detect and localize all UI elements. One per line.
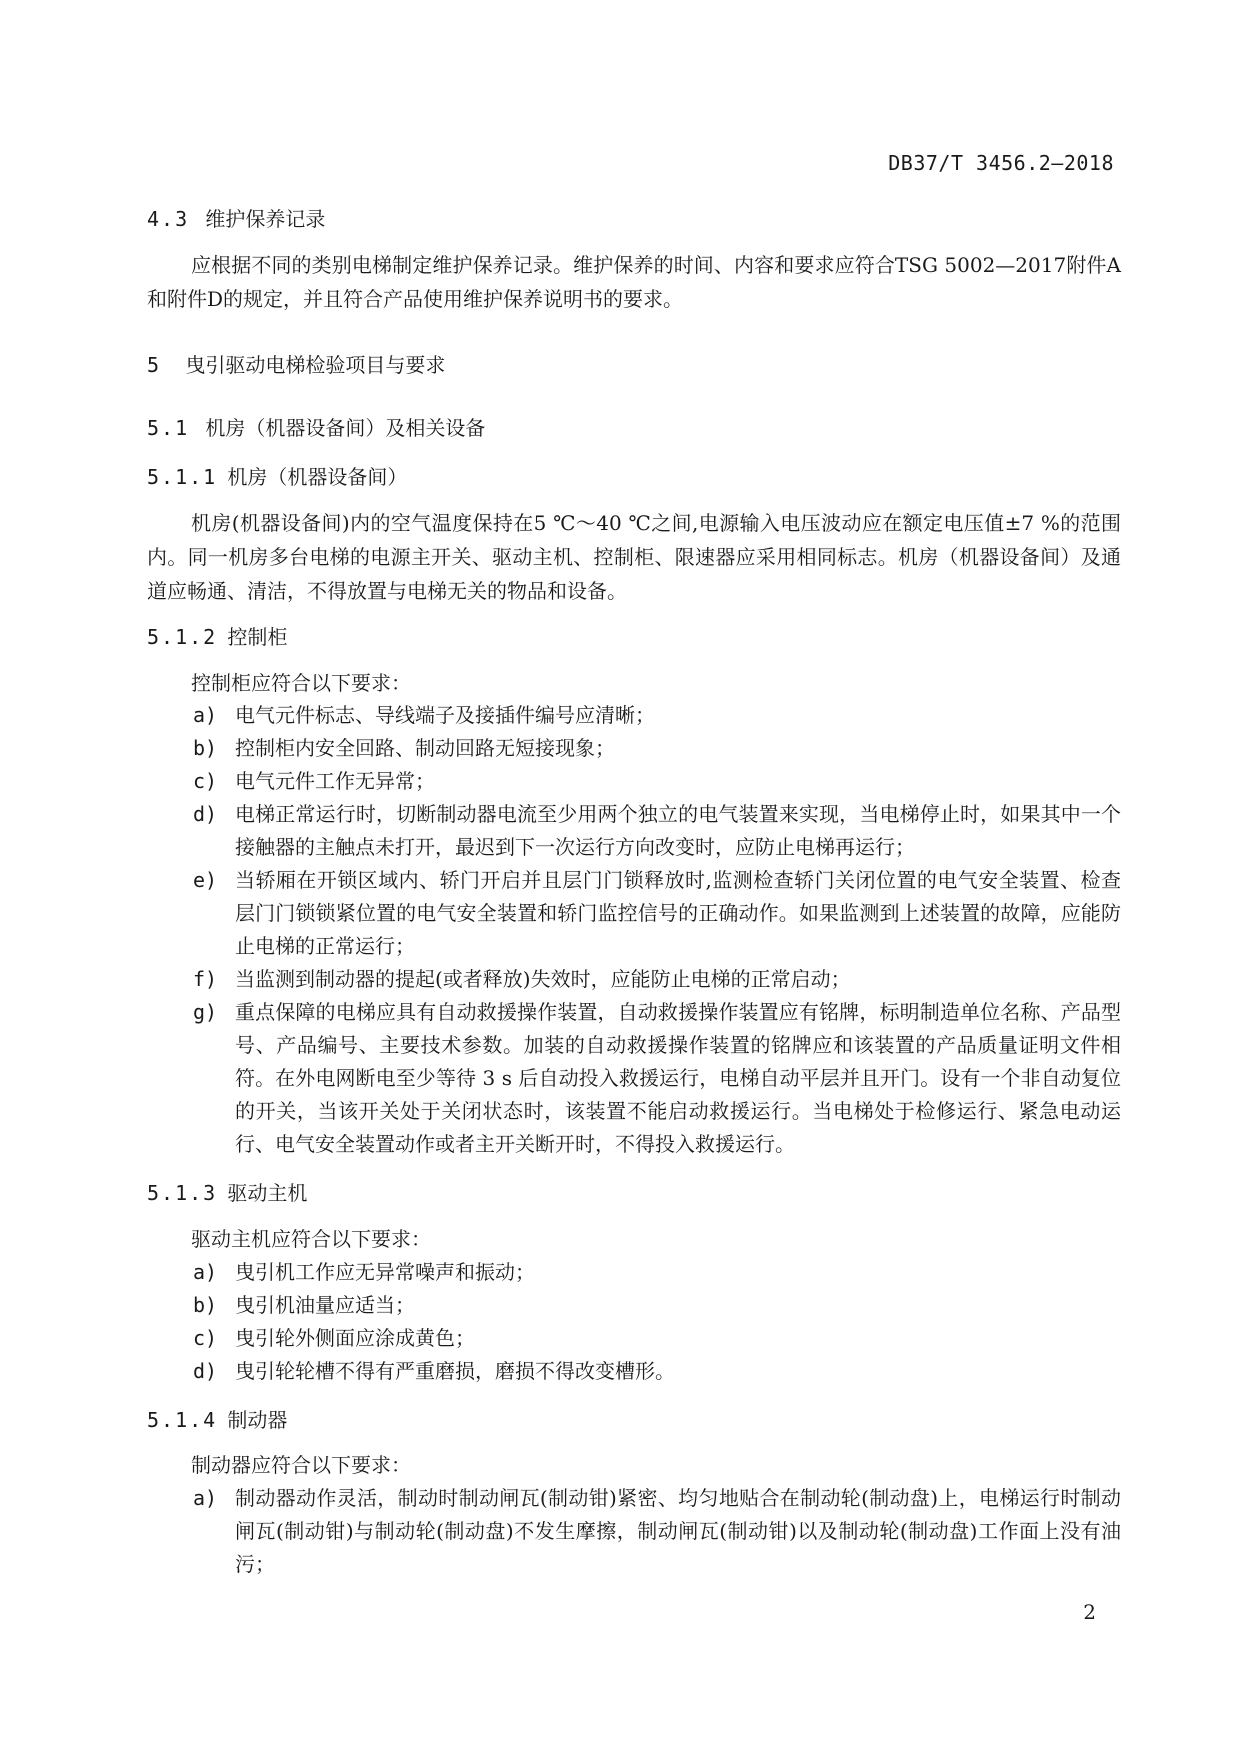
- item-text: 曳引轮外侧面应涂成黄色；: [235, 1326, 475, 1350]
- section-number: 5.1.1: [147, 465, 218, 489]
- section-title: 曳引驱动电梯检验项目与要求: [185, 353, 446, 377]
- list-item: [193, 732, 1121, 765]
- list-item: [193, 1355, 1121, 1388]
- section-number: 5.1.3: [147, 1181, 218, 1205]
- item-label: b): [193, 1293, 218, 1317]
- section-number: 5.1.2: [147, 625, 218, 649]
- section-heading-5: [147, 349, 445, 378]
- list-item: [193, 798, 1121, 864]
- item-label: f): [193, 967, 218, 991]
- section-number: 4.3: [147, 207, 190, 231]
- section-title: 制动器: [227, 1408, 288, 1432]
- item-text: 电梯正常运行时，切断制动器电流至少用两个独立的电气装置来实现，当电梯停止时，如果其中一个接触器的主触点未打开，最迟到下一次运行方向改变时，应防止电梯再运行；: [235, 802, 1121, 859]
- list-item: [193, 963, 1121, 996]
- item-label: a): [193, 1260, 218, 1284]
- document-code-header: DB37/T 3456.2—2018: [888, 151, 1114, 175]
- section-heading-5-1-2: [147, 621, 287, 650]
- item-text: 当轿厢在开锁区域内、轿门开启并且层门门锁释放时,监测检查轿门关闭位置的电气安全装置、检查层门门锁锁紧位置的电气安全装置和轿门监控信号的正确动作。如果监测到上述装置的故障，应能防止电梯的正常运行；: [235, 868, 1121, 958]
- section-title: 维护保养记录: [205, 207, 326, 231]
- section-title: 控制柜: [227, 625, 288, 649]
- item-text: 电气元件工作无异常；: [235, 769, 435, 793]
- section-5-1-2-intro: 控制柜应符合以下要求：: [191, 671, 411, 695]
- item-text: 重点保障的电梯应具有自动救援操作装置，自动救援操作装置应有铭牌，标明制造单位名称、产品型号、产品编号、主要技术参数。加装的自动救援操作装置的铭牌应和该装置的产品质量证明文件相符。在外电网断电至少等待 3 s 后自动投入救援运行，电梯自动平层并且开门。设有一个非自动复位的开关，当该开关处于关闭状态时，该装置不能启动救援运行。当电梯处于检修运行、紧急电动运行、电气安全装置动作或者主开关断开时，不得投入救援运行。: [235, 1000, 1121, 1156]
- paragraph: 机房(机器设备间)内的空气温度保持在5 ℃～40 ℃之间,电源输入电压波动应在额定电压值±7 %的范围内。同一机房多台电梯的电源主开关、驱动主机、控制柜、限速器应采用相同标志。机房（机器设备间）及通道应畅通、清洁，不得放置与电梯无关的物品和设备。: [147, 511, 1121, 603]
- item-label: g): [193, 1000, 218, 1024]
- item-label: c): [193, 1326, 218, 1350]
- item-label: a): [193, 1486, 218, 1510]
- section-number: 5: [147, 353, 162, 377]
- section-number: 5.1: [147, 416, 190, 440]
- paragraph: 应根据不同的类别电梯制定维护保养记录。维护保养的时间、内容和要求应符合TSG 5002—2017附件A和附件D的规定，并且符合产品使用维护保养说明书的要求。: [147, 253, 1121, 311]
- section-5-1-1-body: [147, 506, 1121, 608]
- list-item: [193, 1482, 1121, 1581]
- list-item: [193, 996, 1121, 1161]
- item-label: e): [193, 868, 218, 892]
- list-item: [193, 1289, 1121, 1322]
- section-title: 机房（机器设备间）: [227, 465, 408, 489]
- section-5-1-3-intro: 驱动主机应符合以下要求：: [191, 1227, 431, 1251]
- item-text: 曳引机工作应无异常噪声和振动；: [235, 1260, 535, 1284]
- item-text: 电气元件标志、导线端子及接插件编号应清晰；: [235, 703, 655, 727]
- list-item: [193, 1322, 1121, 1355]
- section-4-3-body: [147, 248, 1121, 316]
- list-item: [193, 765, 1121, 798]
- page-number: 2: [1083, 1600, 1096, 1624]
- section-title: 机房（机器设备间）及相关设备: [205, 416, 486, 440]
- section-number: 5.1.4: [147, 1408, 218, 1432]
- item-text: 制动器动作灵活，制动时制动闸瓦(制动钳)紧密、均匀地贴合在制动轮(制动盘)上，电梯运行时制动闸瓦(制动钳)与制动轮(制动盘)不发生摩擦，制动闸瓦(制动钳)以及制动轮(制动盘)工作面上没有油污；: [235, 1486, 1121, 1576]
- list-item: [193, 864, 1121, 963]
- item-label: a): [193, 703, 218, 727]
- item-text: 控制柜内安全回路、制动回路无短接现象；: [235, 736, 615, 760]
- list-item: [193, 699, 1121, 732]
- item-label: b): [193, 736, 218, 760]
- section-5-1-4-intro: 制动器应符合以下要求：: [191, 1453, 411, 1477]
- item-label: d): [193, 1359, 218, 1383]
- section-heading-5-1-1: [147, 461, 407, 490]
- item-text: 曳引轮轮槽不得有严重磨损，磨损不得改变槽形。: [235, 1359, 675, 1383]
- list-item: [193, 1256, 1121, 1289]
- section-heading-5-1-4: [147, 1404, 287, 1433]
- item-label: d): [193, 802, 218, 826]
- section-heading-5-1-3: [147, 1177, 307, 1206]
- section-title: 驱动主机: [227, 1181, 308, 1205]
- section-heading-5-1: [147, 412, 485, 441]
- item-label: c): [193, 769, 218, 793]
- section-heading-4-3: [147, 203, 325, 232]
- item-text: 当监测到制动器的提起(或者释放)失效时，应能防止电梯的正常启动；: [235, 967, 851, 991]
- item-text: 曳引机油量应适当；: [235, 1293, 415, 1317]
